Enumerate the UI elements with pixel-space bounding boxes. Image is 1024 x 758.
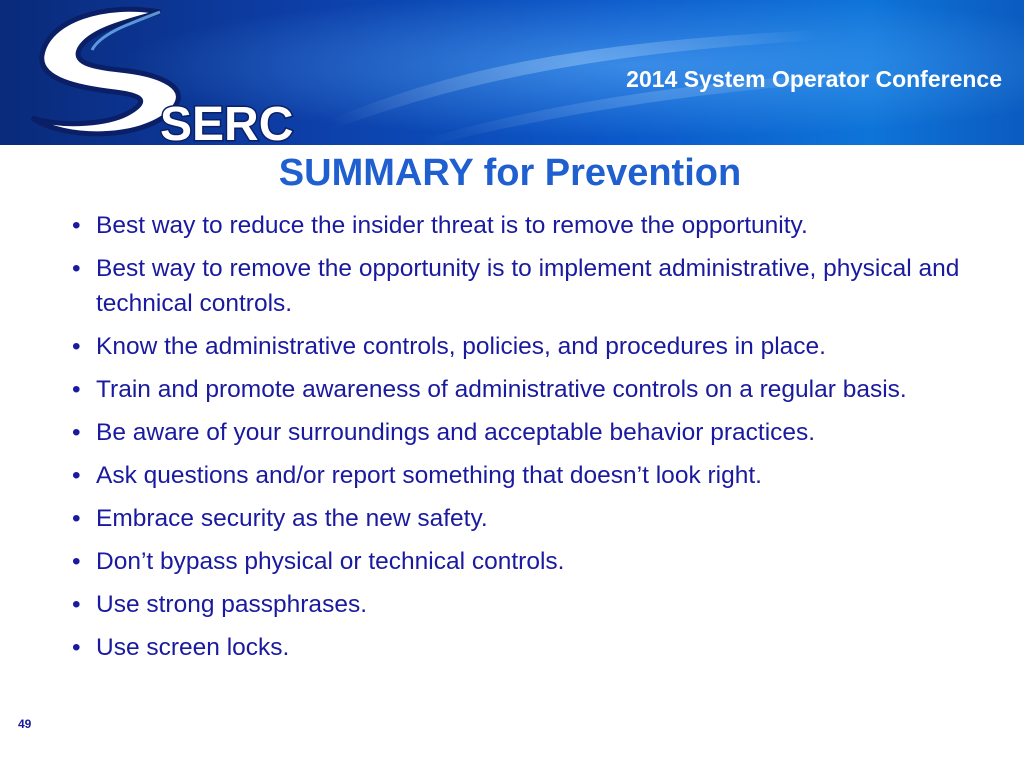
bullet-text: Best way to reduce the insider threat is to remove the opportunity. bbox=[96, 212, 808, 239]
logo-swoosh-icon bbox=[32, 9, 178, 134]
bullet-item bbox=[72, 208, 1012, 243]
bullet-text: Train and promote awareness of administrative controls on a regular basis. bbox=[96, 376, 907, 403]
conference-title: 2014 System Operator Conference bbox=[626, 66, 1002, 92]
bullet-item bbox=[72, 415, 1012, 450]
bullet-item bbox=[72, 458, 1012, 493]
serc-logo bbox=[10, 0, 310, 145]
bullet-icon: • bbox=[72, 255, 81, 282]
header-banner bbox=[0, 0, 1024, 145]
bullet-item bbox=[72, 630, 1012, 665]
page-number: 49 bbox=[18, 717, 32, 731]
bullet-text: Best way to remove the opportunity is to implement administrative, physical and technical controls. bbox=[96, 255, 960, 317]
bullet-icon: • bbox=[72, 212, 81, 239]
bullet-item bbox=[72, 372, 1012, 407]
bullet-text: Use strong passphrases. bbox=[96, 591, 367, 618]
bullet-icon: • bbox=[72, 419, 81, 446]
bullet-item bbox=[72, 251, 1012, 321]
bullet-item bbox=[72, 501, 1012, 536]
bullet-text: Be aware of your surroundings and acceptable behavior practices. bbox=[96, 419, 816, 446]
bullet-list bbox=[72, 208, 1012, 673]
bullet-text: Know the administrative controls, policies, and procedures in place. bbox=[96, 333, 826, 360]
bullet-text: Don’t bypass physical or technical controls. bbox=[96, 548, 565, 575]
bullet-icon: • bbox=[72, 548, 81, 575]
bullet-icon: • bbox=[72, 634, 81, 661]
bullet-text: Embrace security as the new safety. bbox=[96, 505, 488, 532]
bullet-icon: • bbox=[72, 591, 81, 618]
logo-text: SERC bbox=[160, 98, 294, 145]
bullet-icon: • bbox=[72, 333, 81, 360]
bullet-text: Ask questions and/or report something that doesn’t look right. bbox=[96, 462, 762, 489]
bullet-icon: • bbox=[72, 462, 81, 489]
slide-title: SUMMARY for Prevention bbox=[278, 152, 742, 194]
bullet-text: Use screen locks. bbox=[96, 634, 290, 661]
bullet-icon: • bbox=[72, 376, 81, 403]
bullet-item bbox=[72, 587, 1012, 622]
bullet-icon: • bbox=[72, 505, 81, 532]
bullet-item bbox=[72, 329, 1012, 364]
bullet-item bbox=[72, 544, 1012, 579]
